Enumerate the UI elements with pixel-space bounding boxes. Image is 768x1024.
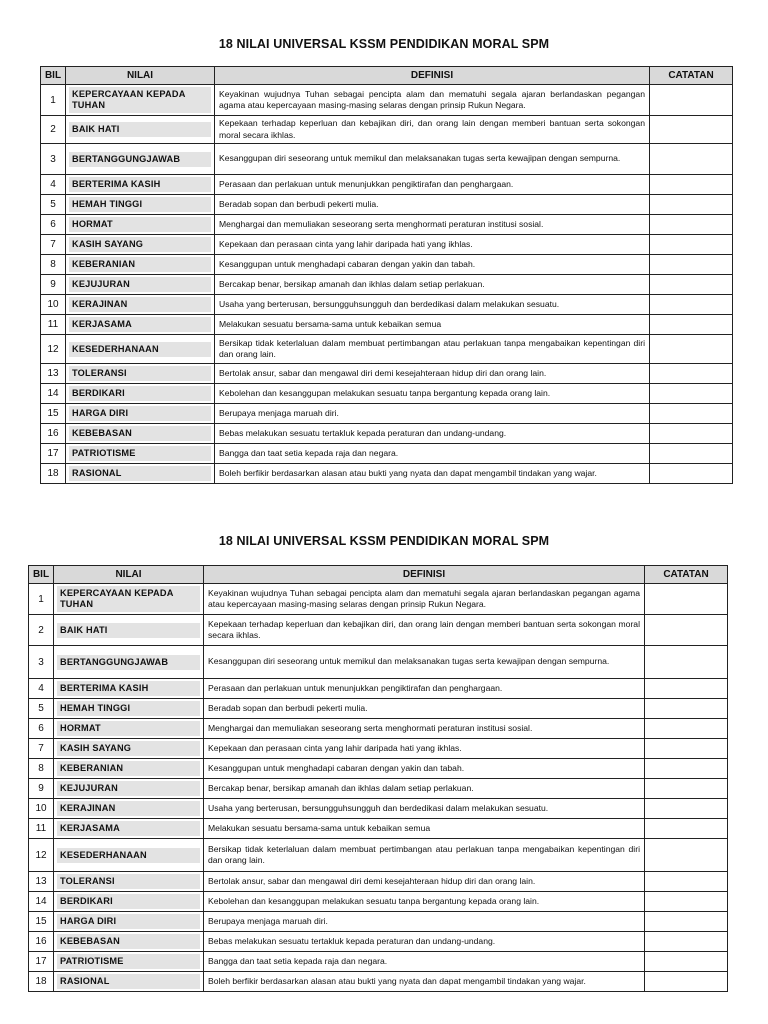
- value-name-cell: [54, 779, 204, 799]
- value-definition: Bersikap tidak keterlaluan dalam membuat pertimbangan atau perlakuan tanpa mengabaikan kepentingan diri dan orang lain.: [215, 335, 650, 364]
- row-number: 11: [29, 819, 54, 839]
- value-name: TOLERANSI: [57, 874, 200, 889]
- value-name: BAIK HATI: [69, 122, 211, 137]
- value-name: RASIONAL: [69, 466, 211, 481]
- row-number: 14: [41, 384, 66, 404]
- table-row: [29, 952, 728, 972]
- table-row: [41, 384, 733, 404]
- value-definition: Beradab sopan dan berbudi pekerti mulia.: [204, 699, 645, 719]
- table-row: [29, 839, 728, 872]
- notes-cell[interactable]: [645, 615, 728, 646]
- notes-cell[interactable]: [645, 739, 728, 759]
- row-number: 18: [29, 972, 54, 992]
- value-name: KEJUJURAN: [69, 277, 211, 292]
- value-name-cell: [66, 255, 215, 275]
- value-name: BERDIKARI: [57, 894, 200, 909]
- row-number: 1: [29, 584, 54, 615]
- value-name-cell: [54, 679, 204, 699]
- value-name-cell: [54, 912, 204, 932]
- row-number: 6: [29, 719, 54, 739]
- header-bil: BIL: [41, 67, 66, 85]
- value-name-cell: [54, 799, 204, 819]
- value-name: KEJUJURAN: [57, 781, 200, 796]
- notes-cell[interactable]: [645, 799, 728, 819]
- value-name: KEBEBASAN: [69, 426, 211, 441]
- table-row: [41, 295, 733, 315]
- table-row: [29, 719, 728, 739]
- value-name: KERJASAMA: [69, 317, 211, 332]
- value-name-cell: [54, 584, 204, 615]
- row-number: 4: [41, 175, 66, 195]
- value-name-cell: [54, 699, 204, 719]
- value-definition: Bebas melakukan sesuatu tertakluk kepada peraturan dan undang-undang.: [204, 932, 645, 952]
- row-number: 15: [29, 912, 54, 932]
- row-number: 6: [41, 215, 66, 235]
- value-name: BERTERIMA KASIH: [57, 681, 200, 696]
- notes-cell[interactable]: [650, 275, 733, 295]
- table-row: [41, 116, 733, 144]
- notes-cell[interactable]: [645, 584, 728, 615]
- row-number: 8: [41, 255, 66, 275]
- notes-cell[interactable]: [650, 444, 733, 464]
- table-row: [29, 699, 728, 719]
- row-number: 14: [29, 892, 54, 912]
- table-row: [41, 144, 733, 175]
- table-row: [29, 615, 728, 646]
- row-number: 5: [29, 699, 54, 719]
- notes-cell[interactable]: [650, 144, 733, 175]
- table-row: [41, 195, 733, 215]
- row-number: 5: [41, 195, 66, 215]
- value-definition: Kebolehan dan kesanggupan melakukan sesuatu tanpa bergantung kepada orang lain.: [215, 384, 650, 404]
- notes-cell[interactable]: [650, 335, 733, 364]
- notes-cell[interactable]: [650, 364, 733, 384]
- row-number: 18: [41, 464, 66, 484]
- table-row: [29, 932, 728, 952]
- value-definition: Kesanggupan diri seseorang untuk memikul dan melaksanakan tugas serta kewajipan dengan sempurna.: [215, 144, 650, 175]
- table-row: [41, 364, 733, 384]
- page-title: 18 NILAI UNIVERSAL KSSM PENDIDIKAN MORAL SPM: [218, 534, 550, 548]
- table-row: [41, 424, 733, 444]
- value-definition: Kesanggupan diri seseorang untuk memikul dan melaksanakan tugas serta kewajipan dengan sempurna.: [204, 646, 645, 679]
- value-name-cell: [54, 759, 204, 779]
- table-row: [29, 972, 728, 992]
- value-name-cell: [66, 464, 215, 484]
- row-number: 3: [41, 144, 66, 175]
- value-definition: Bertolak ansur, sabar dan mengawal diri demi kesejahteraan hidup diri dan orang lain.: [204, 872, 645, 892]
- value-name: HORMAT: [57, 721, 200, 736]
- table-row: [41, 444, 733, 464]
- value-name-cell: [54, 615, 204, 646]
- value-definition: Kepekaan terhadap keperluan dan kebajikan diri, dan orang lain dengan memberi bantuan serta sokongan moral secara ikhlas.: [215, 116, 650, 144]
- value-definition: Perasaan dan perlakuan untuk menunjukkan pengiktirafan dan penghargaan.: [215, 175, 650, 195]
- notes-cell[interactable]: [650, 295, 733, 315]
- notes-cell[interactable]: [650, 315, 733, 335]
- notes-cell[interactable]: [650, 85, 733, 116]
- table-row: [29, 892, 728, 912]
- notes-cell[interactable]: [645, 646, 728, 679]
- notes-cell[interactable]: [650, 175, 733, 195]
- value-name: BERTANGGUNGJAWAB: [69, 152, 211, 167]
- row-number: 9: [41, 275, 66, 295]
- row-number: 2: [29, 615, 54, 646]
- value-name: PATRIOTISME: [57, 954, 200, 969]
- notes-cell[interactable]: [645, 872, 728, 892]
- value-definition: Berupaya menjaga maruah diri.: [204, 912, 645, 932]
- notes-cell[interactable]: [645, 839, 728, 872]
- notes-cell[interactable]: [650, 116, 733, 144]
- table-row: [41, 464, 733, 484]
- value-definition: Menghargai dan memuliakan seseorang serta menghormati peraturan institusi sosial.: [215, 215, 650, 235]
- table-row: [41, 335, 733, 364]
- value-name: KEPERCAYAAN KEPADA TUHAN: [57, 586, 200, 612]
- notes-cell[interactable]: [650, 195, 733, 215]
- value-name: BERDIKARI: [69, 386, 211, 401]
- value-definition: Kepekaan terhadap keperluan dan kebajikan diri, dan orang lain dengan memberi bantuan serta sokongan moral secara ikhlas.: [204, 615, 645, 646]
- row-number: 9: [29, 779, 54, 799]
- value-name-cell: [54, 932, 204, 952]
- value-definition: Beradab sopan dan berbudi pekerti mulia.: [215, 195, 650, 215]
- value-name-cell: [66, 295, 215, 315]
- value-name: BERTANGGUNGJAWAB: [57, 655, 200, 670]
- notes-cell[interactable]: [650, 404, 733, 424]
- value-name-cell: [66, 424, 215, 444]
- value-definition: Usaha yang berterusan, bersungguhsungguh dan berdedikasi dalam melakukan sesuatu.: [204, 799, 645, 819]
- value-name-cell: [66, 144, 215, 175]
- value-name-cell: [66, 404, 215, 424]
- value-name: KERAJINAN: [57, 801, 200, 816]
- notes-cell[interactable]: [645, 972, 728, 992]
- table-row: [41, 275, 733, 295]
- value-name-cell: [54, 646, 204, 679]
- row-number: 17: [41, 444, 66, 464]
- value-definition: Keyakinan wujudnya Tuhan sebagai pencipta alam dan mematuhi segala ajaran berlandaskan pegangan agama atau kepercayaan masing-masing selaras dengan prinsip Rukun Negara.: [215, 85, 650, 116]
- value-name: KASIH SAYANG: [57, 741, 200, 756]
- value-name-cell: [66, 315, 215, 335]
- notes-cell[interactable]: [645, 892, 728, 912]
- table-row: [29, 872, 728, 892]
- value-name-cell: [54, 819, 204, 839]
- value-name: BERTERIMA KASIH: [69, 177, 211, 192]
- value-definition: Bangga dan taat setia kepada raja dan negara.: [215, 444, 650, 464]
- value-definition: Kepekaan dan perasaan cinta yang lahir daripada hati yang ikhlas.: [204, 739, 645, 759]
- table-row: [41, 85, 733, 116]
- value-name-cell: [66, 235, 215, 255]
- notes-cell[interactable]: [645, 719, 728, 739]
- row-number: 7: [29, 739, 54, 759]
- notes-cell[interactable]: [650, 235, 733, 255]
- value-name: RASIONAL: [57, 974, 200, 989]
- values-table: [28, 565, 728, 992]
- header-nilai: NILAI: [66, 67, 215, 85]
- row-number: 11: [41, 315, 66, 335]
- value-name: KEBERANIAN: [57, 761, 200, 776]
- table-row: [41, 404, 733, 424]
- value-name: KERAJINAN: [69, 297, 211, 312]
- value-definition: Menghargai dan memuliakan seseorang serta menghormati peraturan institusi sosial.: [204, 719, 645, 739]
- value-name: HEMAH TINGGI: [57, 701, 200, 716]
- value-definition: Boleh berfikir berdasarkan alasan atau bukti yang nyata dan dapat mengambil tindakan yang wajar.: [215, 464, 650, 484]
- value-name: KEPERCAYAAN KEPADA TUHAN: [69, 87, 211, 113]
- value-name: HEMAH TINGGI: [69, 197, 211, 212]
- value-name: HARGA DIRI: [57, 914, 200, 929]
- table-row: [29, 739, 728, 759]
- value-name-cell: [66, 215, 215, 235]
- value-name-cell: [66, 275, 215, 295]
- table-row: [29, 779, 728, 799]
- table-row: [29, 646, 728, 679]
- row-number: 10: [41, 295, 66, 315]
- value-definition: Boleh berfikir berdasarkan alasan atau bukti yang nyata dan dapat mengambil tindakan yang wajar.: [204, 972, 645, 992]
- row-number: 4: [29, 679, 54, 699]
- value-definition: Perasaan dan perlakuan untuk menunjukkan pengiktirafan dan penghargaan.: [204, 679, 645, 699]
- table-row: [29, 679, 728, 699]
- value-definition: Kepekaan dan perasaan cinta yang lahir daripada hati yang ikhlas.: [215, 235, 650, 255]
- value-name-cell: [66, 85, 215, 116]
- notes-cell[interactable]: [645, 932, 728, 952]
- value-name-cell: [66, 364, 215, 384]
- value-definition: Bercakap benar, bersikap amanah dan ikhlas dalam setiap perlakuan.: [215, 275, 650, 295]
- notes-cell[interactable]: [645, 699, 728, 719]
- row-number: 17: [29, 952, 54, 972]
- value-definition: Bercakap benar, bersikap amanah dan ikhlas dalam setiap perlakuan.: [204, 779, 645, 799]
- value-name-cell: [66, 116, 215, 144]
- value-name-cell: [54, 972, 204, 992]
- header-definisi: DEFINISI: [215, 67, 650, 85]
- value-definition: Keyakinan wujudnya Tuhan sebagai pencipta alam dan mematuhi segala ajaran berlandaskan pegangan agama atau kepercayaan masing-masing selaras dengan prinsip Rukun Negara.: [204, 584, 645, 615]
- notes-cell[interactable]: [645, 819, 728, 839]
- value-definition: Bertolak ansur, sabar dan mengawal diri demi kesejahteraan hidup diri dan orang lain.: [215, 364, 650, 384]
- table-row: [41, 215, 733, 235]
- value-name: KEBEBASAN: [57, 934, 200, 949]
- value-name-cell: [66, 444, 215, 464]
- value-definition: Usaha yang berterusan, bersungguhsungguh dan berdedikasi dalam melakukan sesuatu.: [215, 295, 650, 315]
- notes-cell[interactable]: [645, 679, 728, 699]
- row-number: 16: [29, 932, 54, 952]
- value-name-cell: [54, 839, 204, 872]
- row-number: 2: [41, 116, 66, 144]
- row-number: 16: [41, 424, 66, 444]
- value-name: KEBERANIAN: [69, 257, 211, 272]
- row-number: 3: [29, 646, 54, 679]
- row-number: 12: [41, 335, 66, 364]
- notes-cell[interactable]: [645, 759, 728, 779]
- value-definition: Bangga dan taat setia kepada raja dan negara.: [204, 952, 645, 972]
- value-name-cell: [66, 335, 215, 364]
- value-name-cell: [54, 892, 204, 912]
- value-definition: Bersikap tidak keterlaluan dalam membuat pertimbangan atau perlakuan tanpa mengabaikan kepentingan diri dan orang lain.: [204, 839, 645, 872]
- value-definition: Kebolehan dan kesanggupan melakukan sesuatu tanpa bergantung kepada orang lain.: [204, 892, 645, 912]
- header-bil: BIL: [29, 566, 54, 584]
- row-number: 8: [29, 759, 54, 779]
- table-row: [29, 799, 728, 819]
- value-name: KERJASAMA: [57, 821, 200, 836]
- value-definition: Kesanggupan untuk menghadapi cabaran dengan yakin dan tabah.: [215, 255, 650, 275]
- row-number: 10: [29, 799, 54, 819]
- header-catatan: CATATAN: [645, 566, 728, 584]
- table-row: [41, 175, 733, 195]
- notes-cell[interactable]: [650, 424, 733, 444]
- value-definition: Kesanggupan untuk menghadapi cabaran dengan yakin dan tabah.: [204, 759, 645, 779]
- row-number: 1: [41, 85, 66, 116]
- value-definition: Melakukan sesuatu bersama-sama untuk kebaikan semua: [215, 315, 650, 335]
- page-title: 18 NILAI UNIVERSAL KSSM PENDIDIKAN MORAL SPM: [218, 37, 550, 51]
- value-name-cell: [66, 384, 215, 404]
- notes-cell[interactable]: [650, 215, 733, 235]
- header-definisi: DEFINISI: [204, 566, 645, 584]
- header-catatan: CATATAN: [650, 67, 733, 85]
- value-definition: Melakukan sesuatu bersama-sama untuk kebaikan semua: [204, 819, 645, 839]
- table-row: [29, 819, 728, 839]
- notes-cell[interactable]: [650, 384, 733, 404]
- values-table: [40, 66, 733, 484]
- table-row: [29, 912, 728, 932]
- table-row: [41, 235, 733, 255]
- value-name: KESEDERHANAAN: [57, 848, 200, 863]
- value-definition: Berupaya menjaga maruah diri.: [215, 404, 650, 424]
- value-definition: Bebas melakukan sesuatu tertakluk kepada peraturan dan undang-undang.: [215, 424, 650, 444]
- row-number: 15: [41, 404, 66, 424]
- header-nilai: NILAI: [54, 566, 204, 584]
- value-name: KASIH SAYANG: [69, 237, 211, 252]
- value-name: TOLERANSI: [69, 366, 211, 381]
- value-name-cell: [54, 952, 204, 972]
- value-name: HORMAT: [69, 217, 211, 232]
- table-row: [41, 315, 733, 335]
- value-name: KESEDERHANAAN: [69, 342, 211, 357]
- value-name-cell: [66, 175, 215, 195]
- row-number: 13: [29, 872, 54, 892]
- table-row: [29, 759, 728, 779]
- notes-cell[interactable]: [645, 912, 728, 932]
- notes-cell[interactable]: [645, 952, 728, 972]
- row-number: 12: [29, 839, 54, 872]
- table-row: [41, 255, 733, 275]
- notes-cell[interactable]: [650, 255, 733, 275]
- notes-cell[interactable]: [650, 464, 733, 484]
- value-name: BAIK HATI: [57, 623, 200, 638]
- row-number: 13: [41, 364, 66, 384]
- table-row: [29, 584, 728, 615]
- value-name-cell: [66, 195, 215, 215]
- value-name-cell: [54, 719, 204, 739]
- value-name: HARGA DIRI: [69, 406, 211, 421]
- value-name-cell: [54, 739, 204, 759]
- value-name: PATRIOTISME: [69, 446, 211, 461]
- value-name-cell: [54, 872, 204, 892]
- notes-cell[interactable]: [645, 779, 728, 799]
- row-number: 7: [41, 235, 66, 255]
